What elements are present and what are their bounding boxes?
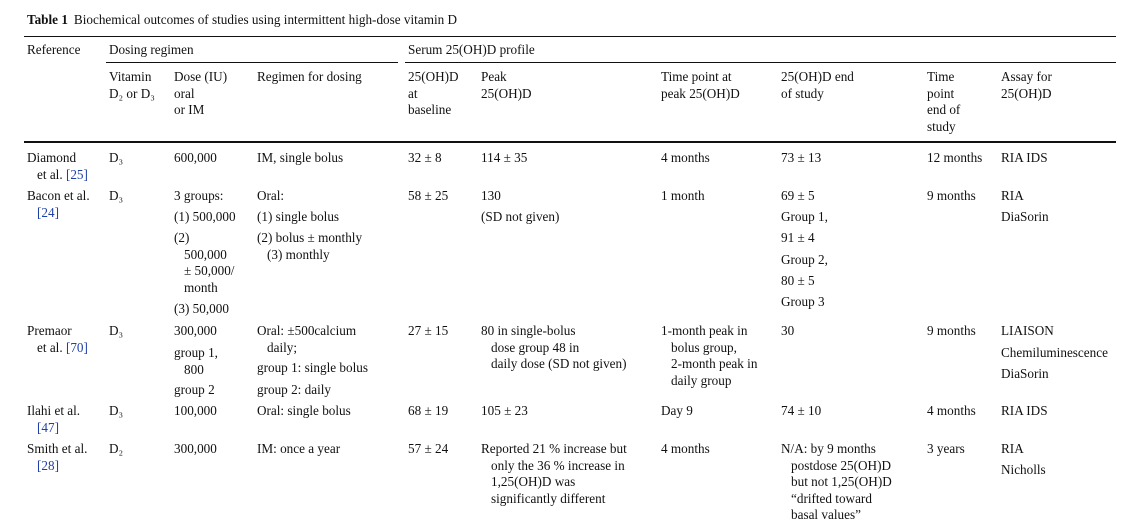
row-bacon-end-5: Group 3 bbox=[781, 294, 825, 309]
row-bacon-assay-0: RIA bbox=[1001, 188, 1024, 203]
row-bacon-dose-3: (3) 50,000 bbox=[174, 301, 229, 316]
row-premaor-baseline: 27 ± 15 bbox=[408, 323, 449, 338]
row-ilahi-baseline: 68 ± 19 bbox=[408, 403, 449, 418]
header-dose: Dose (IU) oral or IM bbox=[174, 69, 228, 117]
row-smith-baseline: 57 ± 24 bbox=[408, 441, 449, 456]
row-diamond-assay: RIA IDS bbox=[1001, 150, 1048, 165]
dosing-regimen-rule bbox=[106, 62, 398, 63]
row-bacon-end-3: Group 2, bbox=[781, 252, 828, 267]
row-premaor-dose-2: group 2 bbox=[174, 382, 215, 397]
header-dosing-regimen: Dosing regimen bbox=[109, 42, 194, 57]
header-assay: Assay for 25(OH)D bbox=[1001, 69, 1052, 101]
row-diamond-time-peak: 4 months bbox=[661, 150, 710, 165]
citation-link[interactable]: [28] bbox=[37, 457, 59, 473]
header-end-of-study: 25(OH)D end of study bbox=[781, 69, 854, 101]
row-ilahi-time-end: 4 months bbox=[927, 403, 976, 418]
header-vitamin: Vitamin D₂ or D₃ bbox=[109, 69, 155, 101]
row-premaor-end: 30 bbox=[781, 323, 795, 338]
row-bacon-vitamin: D₃ bbox=[109, 188, 124, 203]
row-diamond-dose: 600,000 bbox=[174, 150, 217, 165]
row-premaor-regimen-1: group 1: single bolus bbox=[257, 360, 368, 375]
table-label: Table 1 bbox=[27, 12, 68, 27]
row-ilahi-peak: 105 ± 23 bbox=[481, 403, 528, 418]
row-bacon-reference: Bacon et al. [24] bbox=[27, 188, 90, 220]
row-smith-vitamin: D₂ bbox=[109, 441, 124, 456]
header-time-peak: Time point at peak 25(OH)D bbox=[661, 69, 740, 101]
row-bacon-dose-1: (1) 500,000 bbox=[174, 209, 236, 224]
citation-link[interactable]: [70] bbox=[65, 339, 88, 355]
header-regimen: Regimen for dosing bbox=[257, 69, 362, 84]
header-serum-profile: Serum 25(OH)D profile bbox=[408, 42, 535, 57]
top-rule bbox=[24, 36, 1116, 37]
row-premaor-vitamin: D₃ bbox=[109, 323, 124, 338]
row-bacon-regimen-2: (2) bolus ± monthly (3) monthly bbox=[257, 230, 363, 262]
row-ilahi-time-peak: Day 9 bbox=[661, 403, 693, 418]
header-time-end: Time point end of study bbox=[927, 69, 961, 134]
row-premaor-assay-1: Chemiluminescence bbox=[1001, 345, 1108, 360]
row-bacon-time-peak: 1 month bbox=[661, 188, 705, 203]
row-premaor-time-end: 9 months bbox=[927, 323, 976, 338]
table-caption bbox=[27, 12, 457, 29]
row-smith-assay-0: RIA bbox=[1001, 441, 1024, 456]
row-ilahi-assay: RIA IDS bbox=[1001, 403, 1048, 418]
row-premaor-regimen-0: Oral: ±500calcium daily; bbox=[257, 323, 357, 355]
row-bacon-peak-0: 130 bbox=[481, 188, 501, 203]
row-smith-regimen: IM: once a year bbox=[257, 441, 341, 456]
row-bacon-regimen-1: (1) single bolus bbox=[257, 209, 340, 224]
row-ilahi-reference: Ilahi et al. [47] bbox=[27, 403, 81, 435]
row-bacon-end-4: 80 ± 5 bbox=[781, 273, 815, 288]
table-title: Biochemical outcomes of studies using intermittent high-dose vitamin D bbox=[73, 12, 458, 27]
row-ilahi-regimen: Oral: single bolus bbox=[257, 403, 351, 418]
row-ilahi-vitamin: D₃ bbox=[109, 403, 124, 418]
row-diamond-end: 73 ± 13 bbox=[781, 150, 822, 165]
row-smith-dose: 300,000 bbox=[174, 441, 217, 456]
row-premaor-dose-0: 300,000 bbox=[174, 323, 217, 338]
row-bacon-dose-2: (2) 500,000 ± 50,000/ month bbox=[174, 230, 235, 295]
row-premaor-peak: 80 in single-bolus dose group 48 in daily dose (SD not given) bbox=[481, 323, 627, 371]
header-reference: Reference bbox=[27, 42, 81, 57]
header-baseline: 25(OH)D at baseline bbox=[408, 69, 459, 117]
row-premaor-dose-1: group 1, 800 bbox=[174, 345, 218, 377]
row-smith-assay-1: Nicholls bbox=[1001, 462, 1046, 477]
row-bacon-end-0: 69 ± 5 bbox=[781, 188, 815, 203]
row-bacon-assay-1: DiaSorin bbox=[1001, 209, 1049, 224]
row-diamond-baseline: 32 ± 8 bbox=[408, 150, 442, 165]
row-diamond-vitamin: D₃ bbox=[109, 150, 124, 165]
row-bacon-time-end: 9 months bbox=[927, 188, 976, 203]
row-premaor-regimen-2: group 2: daily bbox=[257, 382, 331, 397]
row-diamond-regimen: IM, single bolus bbox=[257, 150, 344, 165]
row-smith-end: N/A: by 9 months postdose 25(OH)D but not 1,25(OH)D “drifted toward basal values” bbox=[781, 441, 892, 522]
header-bottom-rule bbox=[24, 141, 1116, 143]
row-diamond-reference: Diamond et al. [25] bbox=[27, 150, 88, 182]
row-smith-time-peak: 4 months bbox=[661, 441, 710, 456]
row-bacon-baseline: 58 ± 25 bbox=[408, 188, 449, 203]
row-smith-time-end: 3 years bbox=[927, 441, 965, 456]
row-premaor-reference: Premaor et al. [70] bbox=[27, 323, 88, 355]
row-bacon-end-2: 91 ± 4 bbox=[781, 230, 815, 245]
row-premaor-assay-0: LIAISON bbox=[1001, 323, 1054, 338]
row-premaor-time-peak: 1-month peak in bolus group, 2-month peak in daily group bbox=[661, 323, 758, 388]
row-diamond-peak: 114 ± 35 bbox=[481, 150, 528, 165]
serum-profile-rule bbox=[405, 62, 1116, 63]
row-bacon-dose-0: 3 groups: bbox=[174, 188, 224, 203]
row-smith-peak: Reported 21 % increase but only the 36 % increase in 1,25(OH)D was significantly different bbox=[481, 441, 627, 506]
row-bacon-regimen-0: Oral: bbox=[257, 188, 285, 203]
citation-link[interactable]: [24] bbox=[37, 204, 59, 220]
header-peak: Peak 25(OH)D bbox=[481, 69, 532, 101]
row-bacon-peak-1: (SD not given) bbox=[481, 209, 560, 224]
row-smith-reference: Smith et al. [28] bbox=[27, 441, 88, 473]
citation-link[interactable]: [47] bbox=[37, 419, 59, 435]
row-premaor-assay-2: DiaSorin bbox=[1001, 366, 1049, 381]
row-ilahi-end: 74 ± 10 bbox=[781, 403, 822, 418]
row-ilahi-dose: 100,000 bbox=[174, 403, 217, 418]
row-bacon-end-1: Group 1, bbox=[781, 209, 828, 224]
citation-link[interactable]: [25] bbox=[65, 166, 88, 182]
row-diamond-time-end: 12 months bbox=[927, 150, 983, 165]
